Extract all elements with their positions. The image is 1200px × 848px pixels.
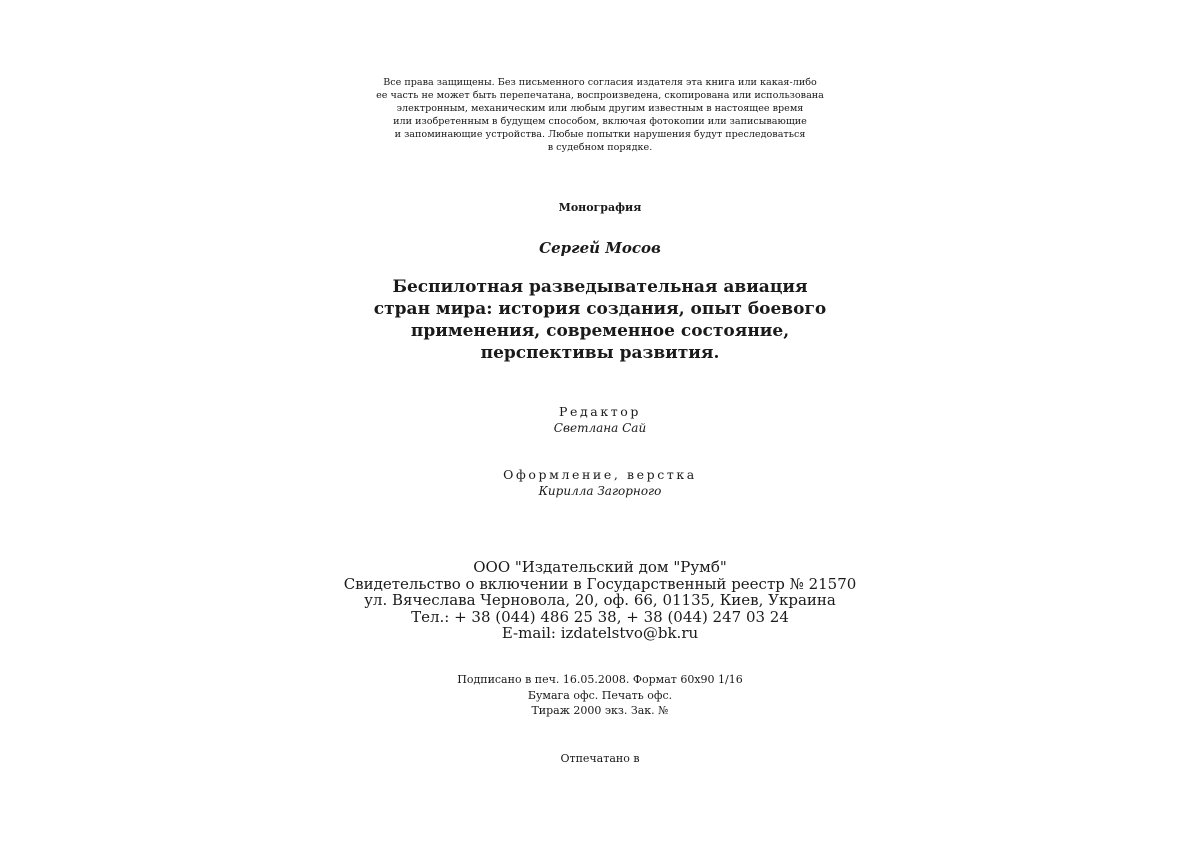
copyright-line: ее часть не может быть перепечатана, воспроизведена, скопирована или использована [376, 90, 824, 101]
copyright-line: в судебном порядке. [547, 142, 653, 153]
printed-at: Отпечатано в [560, 752, 640, 765]
imprint-line: Бумага офс. Печать офс. [527, 688, 673, 702]
copyright-line: или изобретенным в будущем способом, включая фотокопии или записывающие [393, 116, 807, 127]
editor-label: Редактор [558, 404, 641, 419]
copyright-line: Все права защищены. Без письменного согласия издателя эта книга или какая-либо [383, 77, 817, 88]
imprint-line: Подписано в печ. 16.05.2008. Формат 60х90 1/16 [457, 673, 743, 686]
layout-name: Кирилла Загорного [538, 484, 662, 498]
publisher-phone: Тел.: + 38 (044) 486 25 38, + 38 (044) 247 03 24 [411, 607, 789, 626]
editor-credit [0, 404, 1200, 436]
copyright-line: и запоминающие устройства. Любые попытки нарушения будут преследоваться [394, 129, 806, 140]
layout-label: Оформление, верстка [503, 467, 697, 482]
genre-label: Монография [558, 201, 642, 214]
publisher-name: ООО "Издательский дом "Румб" [473, 558, 727, 576]
title-line: стран мира: история создания, опыт боевого [373, 299, 827, 319]
publisher-registry: Свидетельство о включении в Государственный реестр № 21570 [343, 574, 857, 593]
imprint-line: Тираж 2000 экз. Зак. № [531, 704, 669, 717]
publisher-email: E-mail: izdatelstvo@bk.ru [501, 624, 699, 642]
title-line: перспективы развития. [480, 343, 720, 363]
layout-credit [0, 467, 1200, 499]
editor-name: Светлана Сай [553, 421, 647, 435]
copyright-line: электронным, механическим или любым другим известным в настоящее время [396, 103, 804, 114]
book-title [0, 276, 1200, 364]
title-line: Беспилотная разведывательная авиация [392, 277, 808, 297]
publisher-address: ул. Вячеслава Черновола, 20, оф. 66, 01135, Киев, Украина [364, 591, 836, 609]
copyright-notice [0, 76, 1200, 154]
author-name: Сергей Мосов [539, 239, 661, 257]
imprint-info [0, 672, 1200, 719]
title-line: применения, современное состояние, [410, 321, 790, 341]
publisher-info [0, 559, 1200, 642]
